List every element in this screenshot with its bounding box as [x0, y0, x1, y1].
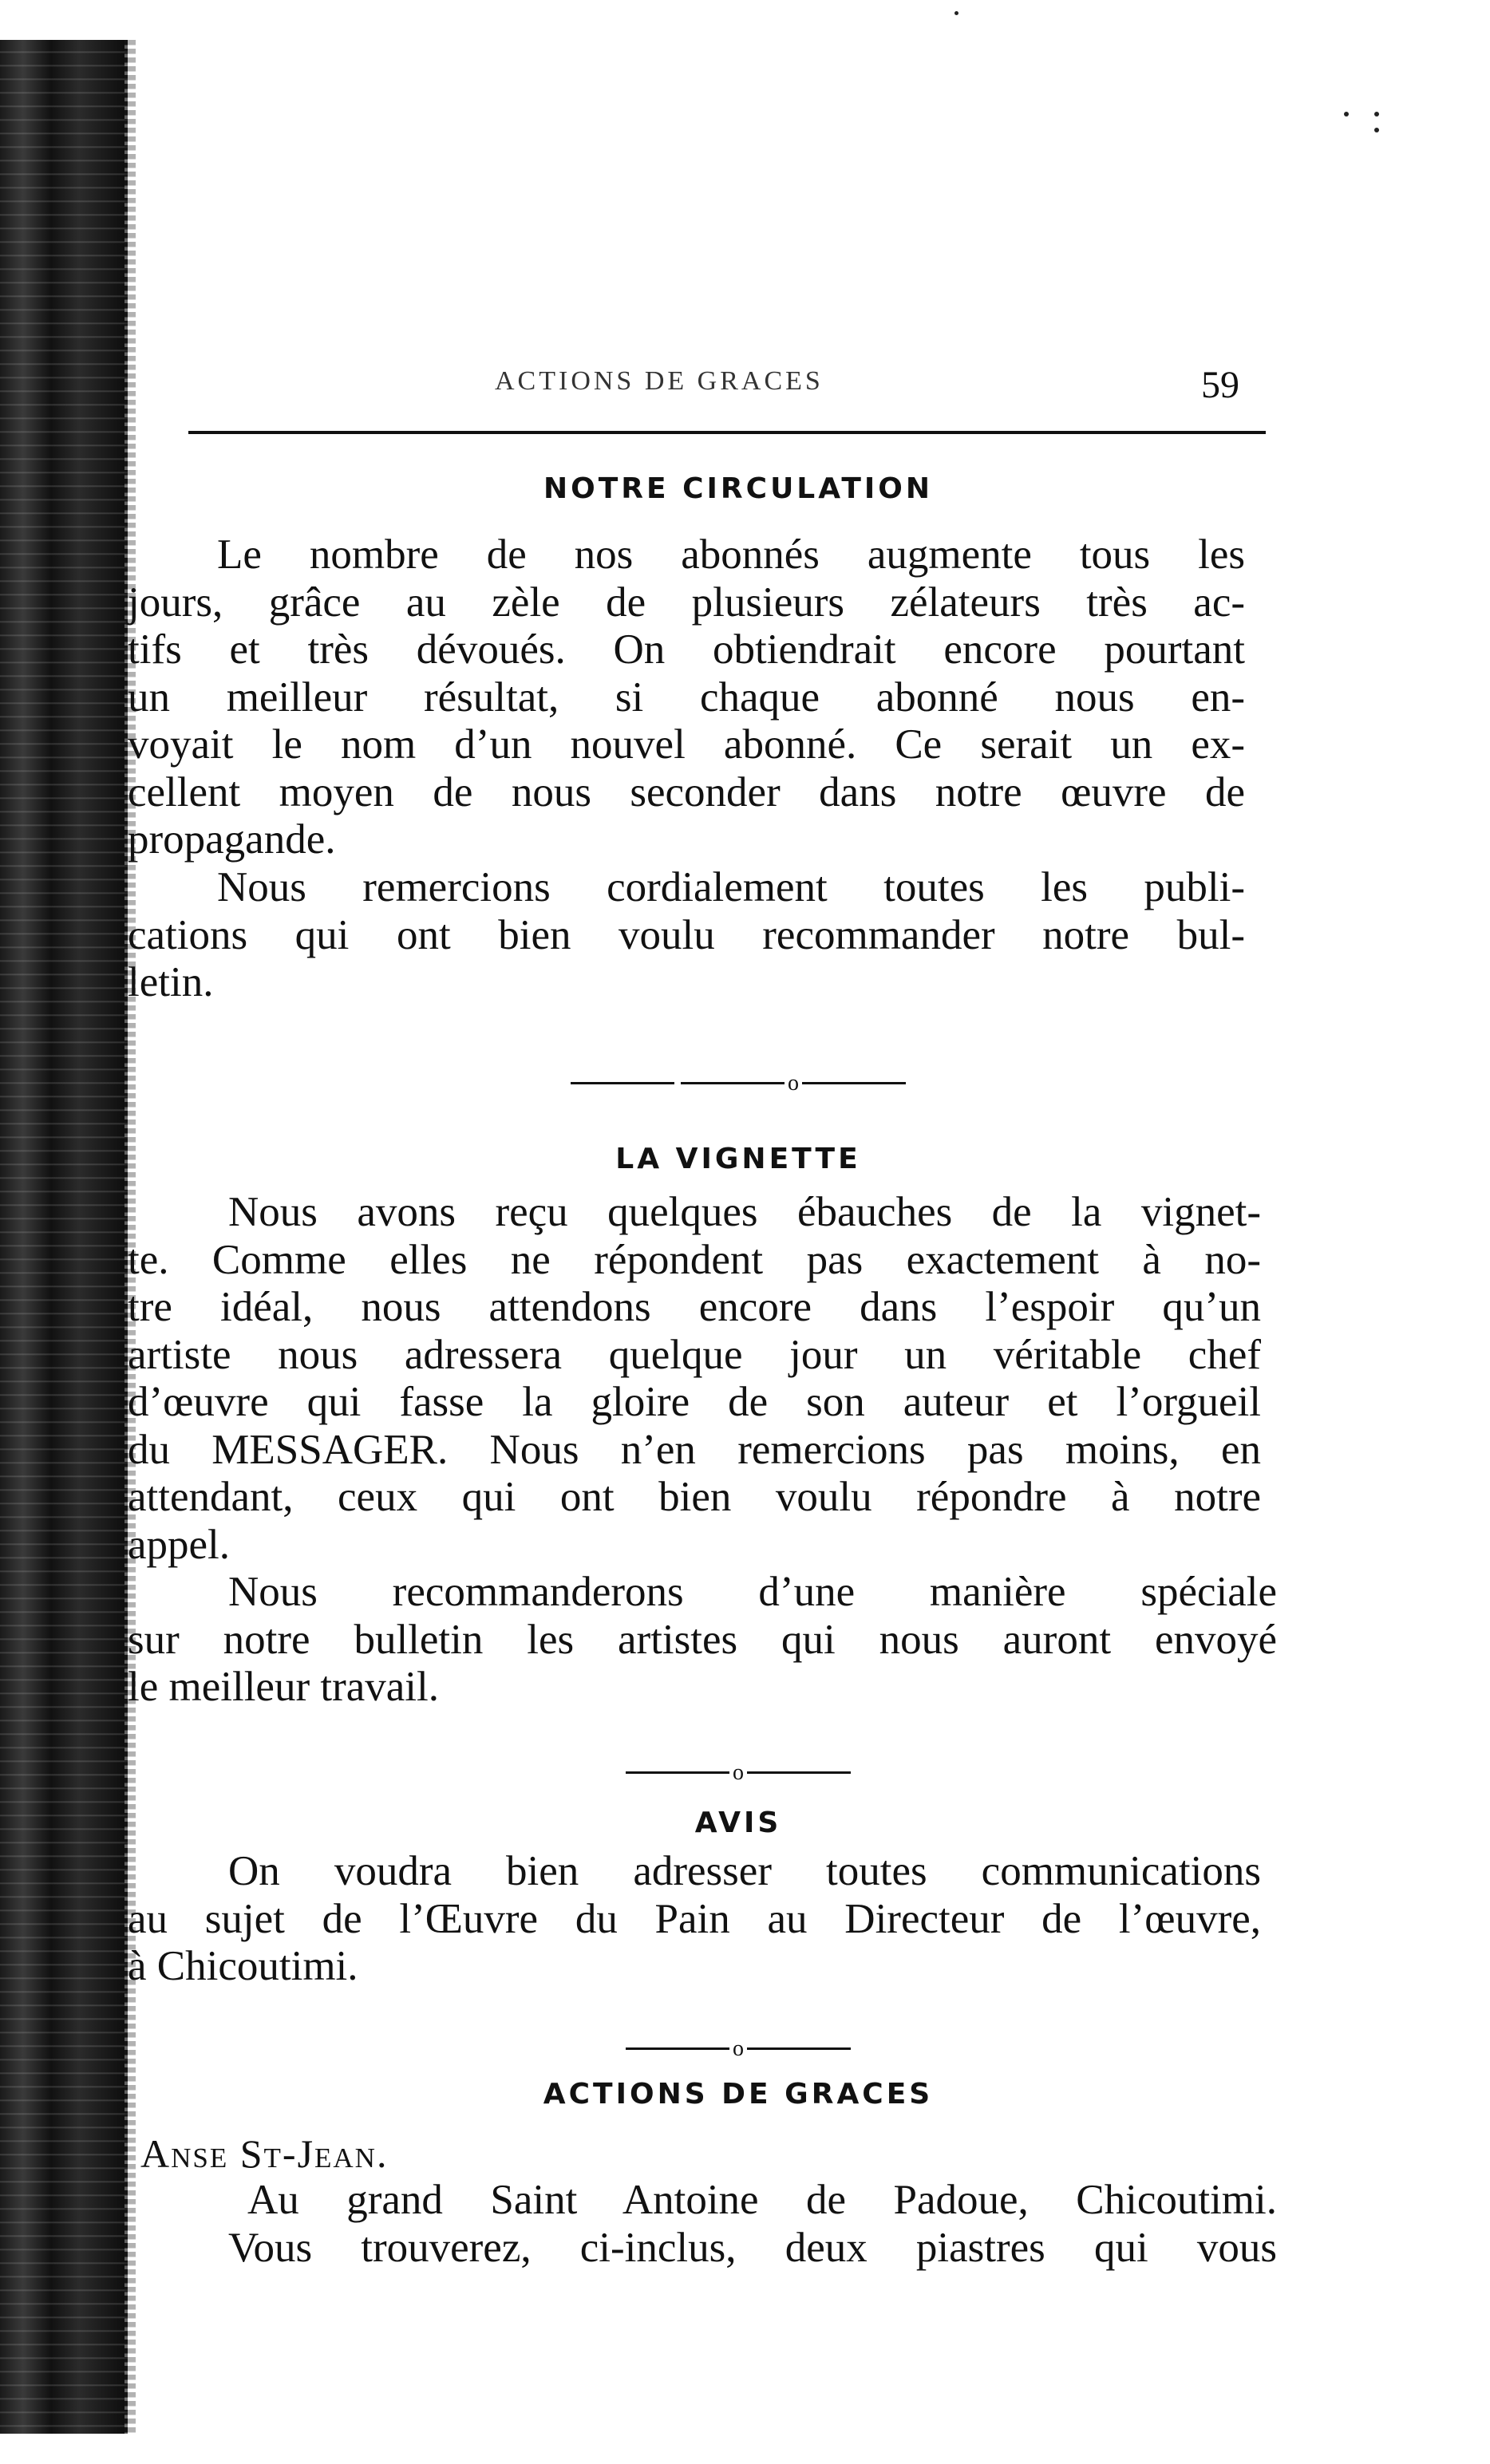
- separator-bar: [626, 2047, 729, 2050]
- text-line: artiste nous adressera quelque jour un véritable chef: [128, 1331, 1261, 1378]
- paragraph: [128, 531, 1245, 864]
- text-line: à Chicoutimi.: [128, 1943, 358, 1989]
- text-line: un meilleur résultat, si chaque abonné nous en-: [128, 673, 1245, 721]
- book-page: [128, 0, 1490, 2464]
- text-line: Nous recommanderons d’une manière spéciale: [228, 1569, 1277, 1615]
- paragraph: [128, 1848, 1261, 1991]
- text-line: du MESSAGER. Nous n’en remercions pas moins, en: [128, 1426, 1261, 1473]
- separator-bar: [571, 1082, 674, 1084]
- separator-mark: o: [788, 1070, 799, 1096]
- text-line: Nous remercions cordialement toutes les publi-: [217, 864, 1245, 910]
- text-line: tre idéal, nous attendons encore dans l’espoir qu’un: [128, 1284, 1261, 1330]
- text-line: appel.: [128, 1521, 231, 1568]
- section-title-actions-de-graces: ACTIONS DE GRACES: [543, 2078, 934, 2111]
- text-line: sur notre bulletin les artistes qui nous auront envoyé: [128, 1616, 1277, 1663]
- paragraph: [128, 2177, 1277, 2272]
- section-separator: [128, 2035, 1349, 2059]
- paragraph: [128, 1189, 1261, 1569]
- place-name: Anse St-Jean.: [140, 2131, 389, 2176]
- text-line: propagande.: [128, 816, 336, 863]
- separator-bar: [747, 2047, 851, 2050]
- text-line: letin.: [128, 959, 214, 1005]
- text-line: d’œuvre qui fasse la gloire de son auteur et l’orgueil: [128, 1379, 1261, 1425]
- text-line: voyait le nom d’un nouvel abonné. Ce serait un ex-: [128, 721, 1245, 768]
- text-line: te. Comme elles ne répondent pas exactement à no-: [128, 1236, 1261, 1283]
- section-separator: [128, 1759, 1349, 1783]
- section-title-avis: AVIS: [694, 1807, 782, 1839]
- paragraph: [128, 864, 1245, 1007]
- section-title-circulation: NOTRE CIRCULATION: [543, 472, 933, 505]
- text-line: Vous trouverez, ci-inclus, deux piastres qui vous: [228, 2224, 1277, 2271]
- header-rule: [188, 431, 1266, 434]
- book-spine-edge: [0, 40, 128, 2434]
- text-line: cellent moyen de nous seconder dans notre œuvre de: [128, 768, 1245, 815]
- paragraph: [128, 1569, 1277, 1712]
- separator-mark: o: [733, 1759, 744, 1785]
- text-line: au sujet de l’Œuvre du Pain au Directeur de l’œuvre,: [128, 1895, 1261, 1942]
- separator-bar: [747, 1771, 851, 1774]
- text-line: Le nombre de nos abonnés augmente tous les: [217, 531, 1245, 578]
- separator-bar: [802, 1082, 906, 1084]
- text-line: jours, grâce au zèle de plusieurs zélateurs très ac-: [128, 578, 1245, 626]
- running-title: ACTIONS DE GRACES: [495, 366, 824, 396]
- text-line: attendant, ceux qui ont bien voulu répondre à notre: [128, 1474, 1261, 1520]
- text-line: Au grand Saint Antoine de Padoue, Chicoutimi.: [247, 2177, 1277, 2223]
- separator-bar: [681, 1082, 785, 1084]
- separator-mark: o: [733, 2036, 744, 2061]
- page-number: 59: [1201, 364, 1239, 406]
- text-line: cations qui ont bien voulu recommander notre bul-: [128, 911, 1245, 958]
- running-head: [128, 363, 1490, 411]
- section-title-vignette: LA VIGNETTE: [615, 1143, 861, 1175]
- text-line: Nous avons reçu quelques ébauches de la vignet-: [228, 1189, 1261, 1235]
- text-line: On voudra bien adresser toutes communications: [228, 1848, 1261, 1894]
- text-line: le meilleur travail.: [128, 1664, 439, 1710]
- text-line: tifs et très dévoués. On obtiendrait encore pourtant: [128, 626, 1245, 673]
- section-separator: [128, 1069, 1349, 1096]
- separator-bar: [626, 1771, 729, 1774]
